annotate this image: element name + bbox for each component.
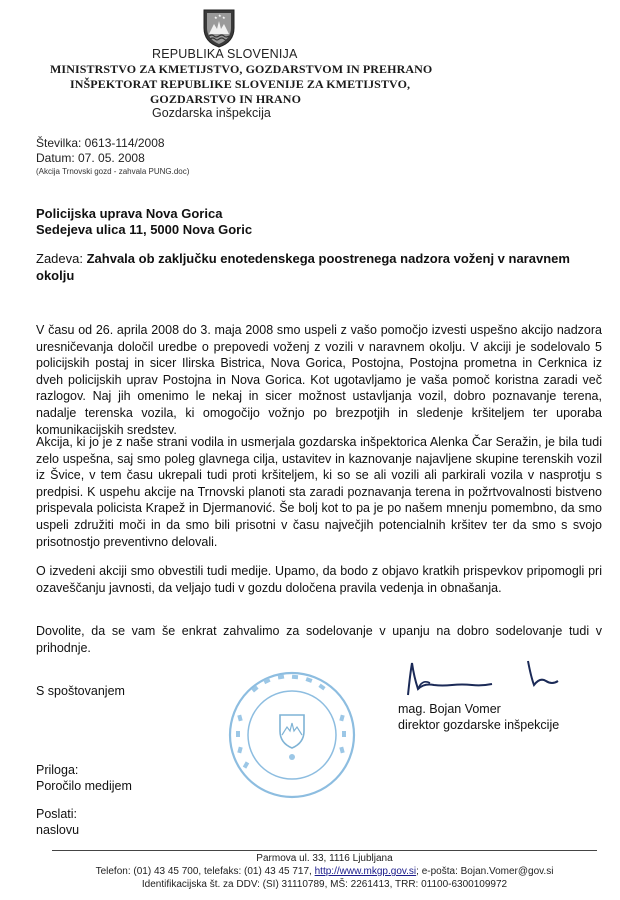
footer-address: Parmova ul. 33, 1116 Ljubljana <box>256 853 393 864</box>
footer-contact-suffix: ; e-pošta: Bojan.Vomer@gov.si <box>416 866 554 877</box>
footer-contact <box>52 866 597 877</box>
recipient-address: Sedejeva ulica 11, 5000 Nova Goric <box>36 222 253 237</box>
svg-text:★: ★ <box>222 15 226 20</box>
body-paragraph-3: O izvedeni akciji smo obvestili tudi medije. Upamo, da bodo z objavo kratkih prispevkov pripomogli pri ozaveščanju javnosti, da veljajo tudi v gozdu določena pravila vedenja in obnašanja. <box>36 564 602 595</box>
signatory-title: direktor gozdarske inšpekcije <box>398 718 560 732</box>
body-paragraph-2: Akcija, ki jo je z naše strani vodila in usmerjala gozdarska inšpektorica Alenka Čar Seražin, je bila tudi zelo uspešna, saj smo poleg glavnega cilja, ustavitev in kaznovanje najavljene skupine terenskih vozil iz Švice, v tem času ukrepali tudi proti kršiteljem, ki so se ali vozili ali parkirali vozila v nasprotju s predpisi. K uspehu akcije na Trnovski planoti sta zaradi poznavanja terena in požrtvovalnosti bistveno prispevala policista Krapež in Djermanović. Še bolj kot to pa je po našem mnenju pomembno, da smo uspeli združiti moči in da smo bili prisotni v času največjih potencialnih kršitev ter da smo s svojo prisotnostjo preventivno delovali. <box>36 435 602 549</box>
body-paragraph-4: Dovolite, da se vam še enkrat zahvalimo za sodelovanje v upanju na dobro sodelovanje tudi v prihodnje. <box>36 624 602 655</box>
sent-to-item: naslovu <box>36 823 80 837</box>
document-date: Datum: 07. 05. 2008 <box>36 151 145 165</box>
subject-label: Zadeva: <box>36 251 83 266</box>
recipient-name: Policijska uprava Nova Gorica <box>36 206 223 221</box>
document-file-note: (Akcija Trnovski gozd - zahvala PUNG.doc) <box>36 167 190 176</box>
letterhead-ministry-line3: GOZDARSTVO IN HRANO <box>150 92 302 106</box>
footer-divider <box>52 850 597 851</box>
document-number: Številka: 0613-114/2008 <box>36 136 165 150</box>
handwritten-signature <box>400 655 570 700</box>
sent-to-label: Poslati: <box>36 807 77 821</box>
svg-text:★: ★ <box>218 13 222 18</box>
attachment-item: Poročilo medijem <box>36 779 132 793</box>
footer-ids: Identifikacijska št. za DDV: (SI) 31110789, MŠ: 2261413, TRR: 01100-6300109972 <box>141 879 508 890</box>
letterhead-ministry-line1: MINISTRSTVO ZA KMETIJSTVO, GOZDARSTVOM IN PREHRANO <box>50 62 433 76</box>
svg-text:★: ★ <box>214 15 218 20</box>
footer-website-link[interactable]: http://www.mkgp.gov.si <box>314 866 417 877</box>
letterhead-department: Gozdarska inšpekcija <box>152 106 271 120</box>
subject <box>36 250 596 284</box>
body-paragraph-1: V času od 26. aprila 2008 do 3. maja 2008 smo uspeli z vašo pomočjo izvesti uspešno akcijo nadzora uresničevanja določil uredbe o prepovedi voženj z vozili v naravnem okolju. V akciji je sodelovalo 5 policijskih postaj in sicer Ilirska Bistrica, Nova Gorica, Postojna, Postojna prometna in Cerknica iz dveh policijskih uprav Postojna in Nova Gorica. Kot ugotavljamo je vaša pomoč koristna zaradi več razlogov. Naj jih omenimo le nekaj in sicer možnost ustavljanja vozil, dobro poznavanje terena, nadalje terenska vozila, ki omogočijo vožnjo po brezpotjih in sledenje kršiteljem ter uporaba komunikacijskih sredstev. <box>36 323 602 437</box>
slovenia-coat-of-arms-icon <box>202 8 236 48</box>
official-stamp-seal <box>222 665 362 805</box>
footer-contact-prefix: Telefon: (01) 43 45 700, telefaks: (01) 43 45 717, <box>95 866 315 877</box>
letterhead-ministry-line2: INŠPEKTORAT REPUBLIKE SLOVENIJE ZA KMETIJSTVO, <box>70 77 411 91</box>
attachment-label: Priloga: <box>36 763 79 777</box>
closing-salutation: S spoštovanjem <box>36 684 125 698</box>
subject-text: Zahvala ob zaključku enotedenskega poostrenega nadzora voženj v naravnem okolju <box>36 251 570 283</box>
letterhead-country: REPUBLIKA SLOVENIJA <box>152 47 298 61</box>
signatory-name: mag. Bojan Vomer <box>398 702 501 716</box>
